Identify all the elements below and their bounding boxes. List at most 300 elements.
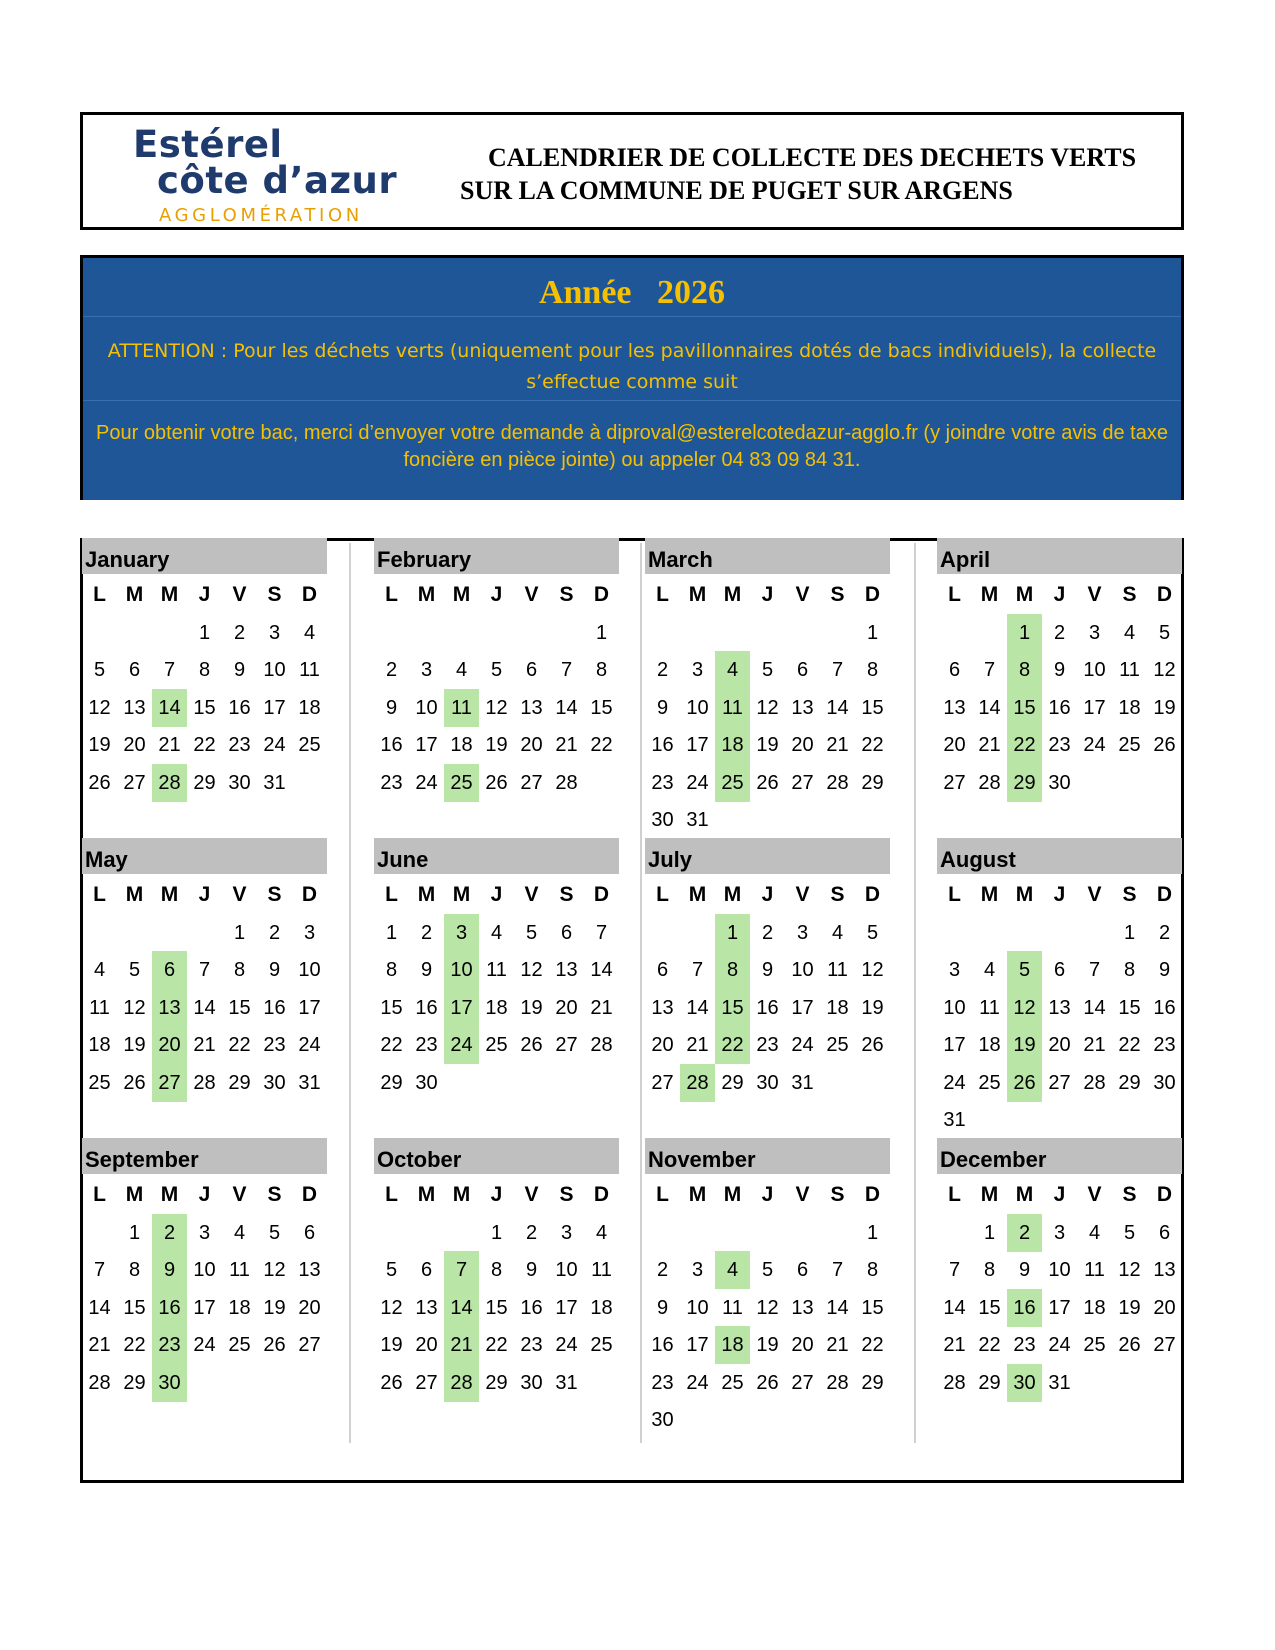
day-cell: 29: [123, 1371, 146, 1394]
day-cell: 20: [1153, 1296, 1176, 1319]
day-cell: 10: [193, 1259, 216, 1281]
collection-day: 22: [1007, 726, 1042, 764]
day-cell: 11: [486, 959, 507, 981]
collection-day: 6: [152, 951, 187, 989]
day-cell: 1: [866, 1221, 879, 1244]
weekday-header: S: [830, 583, 845, 606]
day-cell: 1: [198, 621, 211, 644]
day-cell: 7: [691, 959, 704, 981]
weekday-header: D: [864, 883, 881, 906]
weekday-header: S: [559, 1183, 574, 1206]
weekday-header: S: [1122, 583, 1137, 606]
column-divider: [640, 543, 642, 1443]
day-cell: 26: [1118, 1334, 1141, 1356]
day-cell: 3: [796, 921, 809, 944]
day-cell: 24: [791, 1034, 814, 1056]
day-cell: 31: [298, 1071, 321, 1094]
day-cell: 12: [485, 696, 508, 719]
day-cell: 23: [380, 771, 403, 794]
day-cell: 20: [520, 734, 543, 756]
day-cell: 17: [686, 1334, 709, 1356]
day-cell: 22: [1118, 1034, 1141, 1056]
weekday-header: J: [761, 1183, 774, 1206]
weekday-header: L: [93, 1183, 106, 1206]
day-cell: 25: [485, 1034, 508, 1056]
day-cell: 6: [128, 659, 141, 681]
day-cell: 8: [128, 1259, 141, 1281]
day-cell: 1: [490, 1221, 503, 1244]
day-cell: 4: [455, 659, 468, 681]
day-cell: 28: [88, 1371, 111, 1394]
day-cell: 30: [1153, 1071, 1176, 1094]
weekday-header: M: [980, 883, 999, 906]
day-cell: 23: [520, 1334, 543, 1356]
collection-day: 14: [444, 1289, 479, 1327]
day-cell: 30: [228, 771, 251, 794]
collection-day: 25: [715, 764, 750, 802]
day-cell: 31: [263, 771, 286, 794]
day-cell: 13: [415, 1296, 438, 1319]
day-cell: 28: [193, 1071, 216, 1094]
day-cell: 31: [943, 1109, 966, 1131]
day-cell: 18: [1083, 1296, 1106, 1319]
day-cell: 5: [761, 1259, 774, 1281]
day-cell: 12: [1118, 1259, 1141, 1281]
day-cell: 22: [590, 734, 613, 756]
collection-day: 8: [1007, 651, 1042, 689]
collection-day: 2: [152, 1214, 187, 1252]
day-cell: 20: [943, 734, 966, 756]
day-cell: 21: [826, 1334, 849, 1356]
weekday-header: L: [948, 883, 961, 906]
day-cell: 3: [198, 1221, 211, 1244]
day-cell: 19: [1153, 696, 1176, 719]
day-cell: 28: [826, 771, 849, 794]
day-cell: 16: [263, 996, 286, 1019]
weekday-header: S: [830, 883, 845, 906]
day-cell: 6: [525, 659, 538, 681]
day-cell: 5: [93, 659, 106, 681]
column-divider: [349, 543, 351, 1443]
day-cell: 1: [385, 921, 398, 944]
day-cell: 12: [756, 1296, 779, 1319]
day-cell: 10: [1048, 1259, 1071, 1281]
day-cell: 17: [555, 1296, 578, 1319]
collection-day: 3: [444, 914, 479, 952]
collection-day: 12: [1007, 989, 1042, 1027]
day-cell: 19: [263, 1296, 286, 1319]
collection-day: 19: [1007, 1026, 1042, 1064]
day-cell: 7: [1088, 959, 1101, 981]
day-cell: 13: [791, 1296, 814, 1319]
day-cell: 4: [93, 959, 106, 981]
day-cell: 23: [1153, 1034, 1176, 1056]
day-cell: 26: [88, 771, 111, 794]
weekday-header: M: [160, 883, 179, 906]
day-cell: 22: [861, 1334, 884, 1356]
day-cell: 14: [826, 696, 849, 719]
collection-day: 15: [1007, 689, 1042, 727]
day-cell: 11: [299, 659, 320, 681]
day-cell: 24: [298, 1034, 321, 1056]
collection-day: 16: [152, 1289, 187, 1327]
header-box: [80, 112, 1184, 230]
day-cell: 18: [1118, 696, 1141, 719]
day-cell: 2: [1053, 621, 1066, 644]
weekday-header: D: [1156, 883, 1173, 906]
collection-day: 20: [152, 1026, 187, 1064]
day-cell: 10: [791, 959, 814, 981]
collection-day: 13: [152, 989, 187, 1027]
collection-day: 27: [152, 1064, 187, 1102]
day-cell: 19: [380, 1334, 403, 1356]
weekday-header: M: [980, 1183, 999, 1206]
day-cell: 25: [1083, 1334, 1106, 1356]
day-cell: 20: [298, 1296, 321, 1319]
day-cell: 26: [756, 771, 779, 794]
month-name: January: [82, 538, 327, 574]
day-cell: 2: [233, 621, 246, 644]
day-cell: 4: [490, 921, 503, 944]
month-name: July: [645, 838, 890, 874]
day-cell: 12: [123, 996, 146, 1019]
weekday-header: J: [1053, 883, 1066, 906]
day-cell: 28: [943, 1371, 966, 1394]
day-cell: 17: [193, 1296, 216, 1319]
day-cell: 22: [123, 1334, 146, 1356]
day-cell: 8: [385, 959, 398, 981]
weekday-header: M: [1015, 583, 1034, 606]
month-name: August: [937, 838, 1182, 874]
weekday-header: D: [593, 883, 610, 906]
day-cell: 19: [520, 996, 543, 1019]
day-cell: 14: [590, 959, 613, 981]
weekday-header: J: [490, 1183, 503, 1206]
day-cell: 9: [385, 696, 398, 719]
day-cell: 3: [948, 959, 961, 981]
day-cell: 3: [691, 1259, 704, 1281]
day-cell: 1: [983, 1221, 996, 1244]
day-cell: 15: [228, 996, 251, 1019]
day-cell: 2: [420, 921, 433, 944]
day-cell: 24: [686, 1371, 709, 1394]
day-cell: 5: [385, 1259, 398, 1281]
day-cell: 25: [590, 1334, 613, 1356]
day-cell: 11: [89, 996, 110, 1019]
day-cell: 13: [555, 959, 578, 981]
day-cell: 12: [88, 696, 111, 719]
collection-day: 22: [715, 1026, 750, 1064]
day-cell: 27: [1153, 1334, 1176, 1356]
day-cell: 6: [420, 1259, 433, 1281]
weekday-header: V: [524, 883, 539, 906]
day-cell: 9: [233, 659, 246, 681]
day-cell: 17: [686, 734, 709, 756]
day-cell: 14: [943, 1296, 966, 1319]
day-cell: 13: [298, 1259, 321, 1281]
day-cell: 27: [791, 1371, 814, 1394]
collection-day: 5: [1007, 951, 1042, 989]
day-cell: 10: [686, 1296, 709, 1319]
day-cell: 2: [656, 659, 669, 681]
day-cell: 8: [866, 1259, 879, 1281]
day-cell: 5: [1123, 1221, 1136, 1244]
day-cell: 4: [595, 1221, 608, 1244]
weekday-header: M: [125, 1183, 144, 1206]
collection-day: 25: [444, 764, 479, 802]
day-cell: 14: [88, 1296, 111, 1319]
day-cell: 4: [831, 921, 844, 944]
day-cell: 18: [978, 1034, 1001, 1056]
day-cell: 19: [123, 1034, 146, 1056]
day-cell: 11: [979, 996, 1000, 1019]
day-cell: 6: [303, 1221, 316, 1244]
day-cell: 24: [1048, 1334, 1071, 1356]
day-cell: 6: [1158, 1221, 1171, 1244]
day-cell: 29: [485, 1371, 508, 1394]
collection-day: 28: [680, 1064, 715, 1102]
day-cell: 29: [1118, 1071, 1141, 1094]
day-cell: 10: [1083, 659, 1106, 681]
collection-day: 11: [715, 689, 750, 727]
day-cell: 8: [233, 959, 246, 981]
day-cell: 6: [948, 659, 961, 681]
weekday-header: V: [795, 1183, 810, 1206]
day-cell: 25: [88, 1071, 111, 1094]
document-title-line-1: CALENDRIER DE COLLECTE DES DECHETS VERTS: [488, 143, 1137, 172]
day-cell: 24: [415, 771, 438, 794]
day-cell: 18: [88, 1034, 111, 1056]
weekday-header: M: [417, 883, 436, 906]
weekday-header: J: [1053, 583, 1066, 606]
day-cell: 31: [555, 1371, 578, 1394]
month-name: June: [374, 838, 619, 874]
day-cell: 19: [861, 996, 884, 1019]
day-cell: 9: [420, 959, 433, 981]
day-cell: 19: [485, 734, 508, 756]
day-cell: 28: [1083, 1071, 1106, 1094]
attention-text: ATTENTION : Pour les déchets verts (uniquement pour les pavillonnaires dotés de bacs individuels), la collecte s’effectue comme suit: [107, 340, 1157, 393]
day-cell: 9: [525, 1259, 538, 1281]
day-cell: 22: [978, 1334, 1001, 1356]
day-cell: 10: [415, 696, 438, 719]
collection-day: 30: [1007, 1364, 1042, 1402]
day-cell: 19: [756, 734, 779, 756]
weekday-header: D: [864, 1183, 881, 1206]
day-cell: 14: [1083, 996, 1106, 1019]
day-cell: 5: [525, 921, 538, 944]
day-cell: 29: [228, 1071, 251, 1094]
day-cell: 2: [385, 659, 398, 681]
day-cell: 24: [686, 771, 709, 794]
day-cell: 14: [826, 1296, 849, 1319]
weekday-header: V: [795, 583, 810, 606]
weekday-header: V: [232, 583, 247, 606]
day-cell: 9: [1018, 1259, 1031, 1281]
day-cell: 27: [943, 771, 966, 794]
day-cell: 17: [791, 996, 814, 1019]
day-cell: 26: [263, 1334, 286, 1356]
day-cell: 1: [128, 1221, 141, 1244]
day-cell: 22: [380, 1034, 403, 1056]
day-cell: 26: [123, 1071, 146, 1094]
day-cell: 6: [796, 1259, 809, 1281]
weekday-header: S: [267, 1183, 282, 1206]
day-cell: 7: [560, 659, 573, 681]
day-cell: 19: [88, 734, 111, 756]
day-cell: 21: [686, 1034, 709, 1056]
day-cell: 9: [1158, 959, 1171, 981]
day-cell: 4: [1088, 1221, 1101, 1244]
day-cell: 27: [555, 1034, 578, 1056]
weekday-header: J: [198, 883, 211, 906]
day-cell: 19: [756, 1334, 779, 1356]
day-cell: 16: [380, 734, 403, 756]
collection-day: 23: [152, 1326, 187, 1364]
day-cell: 23: [1013, 1334, 1036, 1356]
weekday-header: D: [301, 583, 318, 606]
day-cell: 16: [1048, 696, 1071, 719]
day-cell: 6: [1053, 959, 1066, 981]
collection-day: 4: [715, 1251, 750, 1289]
day-cell: 15: [861, 1296, 884, 1319]
day-cell: 3: [560, 1221, 573, 1244]
day-cell: 16: [651, 734, 674, 756]
day-cell: 5: [866, 921, 879, 944]
day-cell: 15: [123, 1296, 146, 1319]
day-cell: 30: [651, 1409, 674, 1431]
info-banner: [80, 255, 1184, 500]
day-cell: 1: [1123, 921, 1136, 944]
day-cell: 21: [555, 734, 578, 756]
day-cell: 16: [1153, 996, 1176, 1019]
weekday-header: L: [948, 583, 961, 606]
weekday-header: V: [1087, 883, 1102, 906]
weekday-header: D: [301, 883, 318, 906]
weekday-header: L: [385, 583, 398, 606]
day-cell: 24: [1083, 734, 1106, 756]
weekday-header: M: [125, 583, 144, 606]
weekday-header: L: [948, 1183, 961, 1206]
day-cell: 14: [193, 996, 216, 1019]
day-cell: 27: [520, 771, 543, 794]
day-cell: 8: [490, 1259, 503, 1281]
day-cell: 3: [268, 621, 281, 644]
logo-line-3: AGGLOMÉRATION: [159, 205, 363, 226]
weekday-header: J: [761, 883, 774, 906]
collection-day: 2: [1007, 1214, 1042, 1252]
day-cell: 17: [1048, 1296, 1071, 1319]
document-title-line-2: SUR LA COMMUNE DE PUGET SUR ARGENS: [460, 176, 1013, 205]
weekday-header: D: [1156, 1183, 1173, 1206]
day-cell: 6: [560, 921, 573, 944]
collection-day: 21: [444, 1326, 479, 1364]
column-divider: [914, 543, 916, 1443]
weekday-header: D: [593, 583, 610, 606]
day-cell: 31: [686, 809, 709, 831]
day-cell: 25: [1118, 734, 1141, 756]
day-cell: 28: [555, 771, 578, 794]
weekday-header: J: [490, 883, 503, 906]
weekday-header: M: [723, 583, 742, 606]
weekday-header: L: [656, 1183, 669, 1206]
weekday-header: J: [198, 1183, 211, 1206]
weekday-header: J: [198, 583, 211, 606]
day-cell: 8: [866, 659, 879, 681]
day-cell: 2: [656, 1259, 669, 1281]
day-cell: 17: [943, 1034, 966, 1056]
day-cell: 7: [163, 659, 176, 681]
collection-day: 10: [444, 951, 479, 989]
day-cell: 23: [415, 1034, 438, 1056]
day-cell: 29: [193, 771, 216, 794]
day-cell: 21: [826, 734, 849, 756]
weekday-header: M: [980, 583, 999, 606]
day-cell: 31: [791, 1071, 814, 1094]
day-cell: 30: [651, 809, 674, 831]
collection-day: 28: [152, 764, 187, 802]
day-cell: 7: [93, 1259, 106, 1281]
day-cell: 10: [263, 659, 286, 681]
year-heading: Année 2026: [538, 274, 726, 311]
day-cell: 7: [831, 659, 844, 681]
day-cell: 15: [861, 696, 884, 719]
weekday-header: M: [452, 583, 471, 606]
day-cell: 2: [761, 921, 774, 944]
day-cell: 24: [555, 1334, 578, 1356]
day-cell: 27: [651, 1071, 674, 1094]
day-cell: 13: [651, 996, 674, 1019]
day-cell: 28: [978, 771, 1001, 794]
day-cell: 29: [861, 1371, 884, 1394]
weekday-header: V: [1087, 1183, 1102, 1206]
day-cell: 25: [826, 1034, 849, 1056]
day-cell: 13: [1153, 1259, 1176, 1281]
weekday-header: L: [385, 1183, 398, 1206]
month-name: April: [937, 538, 1182, 574]
day-cell: 17: [415, 734, 438, 756]
day-cell: 15: [1118, 996, 1141, 1019]
day-cell: 4: [233, 1221, 246, 1244]
day-cell: 1: [233, 921, 246, 944]
weekday-header: M: [417, 1183, 436, 1206]
day-cell: 17: [263, 696, 286, 719]
day-cell: 2: [1158, 921, 1171, 944]
weekday-header: S: [267, 883, 282, 906]
day-cell: 4: [1123, 621, 1136, 644]
day-cell: 29: [721, 1071, 744, 1094]
weekday-header: M: [125, 883, 144, 906]
day-cell: 11: [229, 1259, 250, 1281]
month-name: February: [374, 538, 619, 574]
day-cell: 12: [263, 1259, 286, 1281]
collection-day: 30: [152, 1364, 187, 1402]
day-cell: 3: [1088, 621, 1101, 644]
day-cell: 2: [525, 1221, 538, 1244]
day-cell: 23: [651, 771, 674, 794]
weekday-header: V: [524, 583, 539, 606]
esterel-logo: [133, 123, 403, 226]
day-cell: 15: [380, 996, 403, 1019]
day-cell: 9: [656, 1296, 669, 1319]
month-name: November: [645, 1138, 890, 1174]
weekday-header: L: [93, 583, 106, 606]
day-cell: 9: [656, 696, 669, 719]
day-cell: 12: [756, 696, 779, 719]
weekday-header: M: [1015, 1183, 1034, 1206]
month-name: December: [937, 1138, 1182, 1174]
day-cell: 14: [555, 696, 578, 719]
